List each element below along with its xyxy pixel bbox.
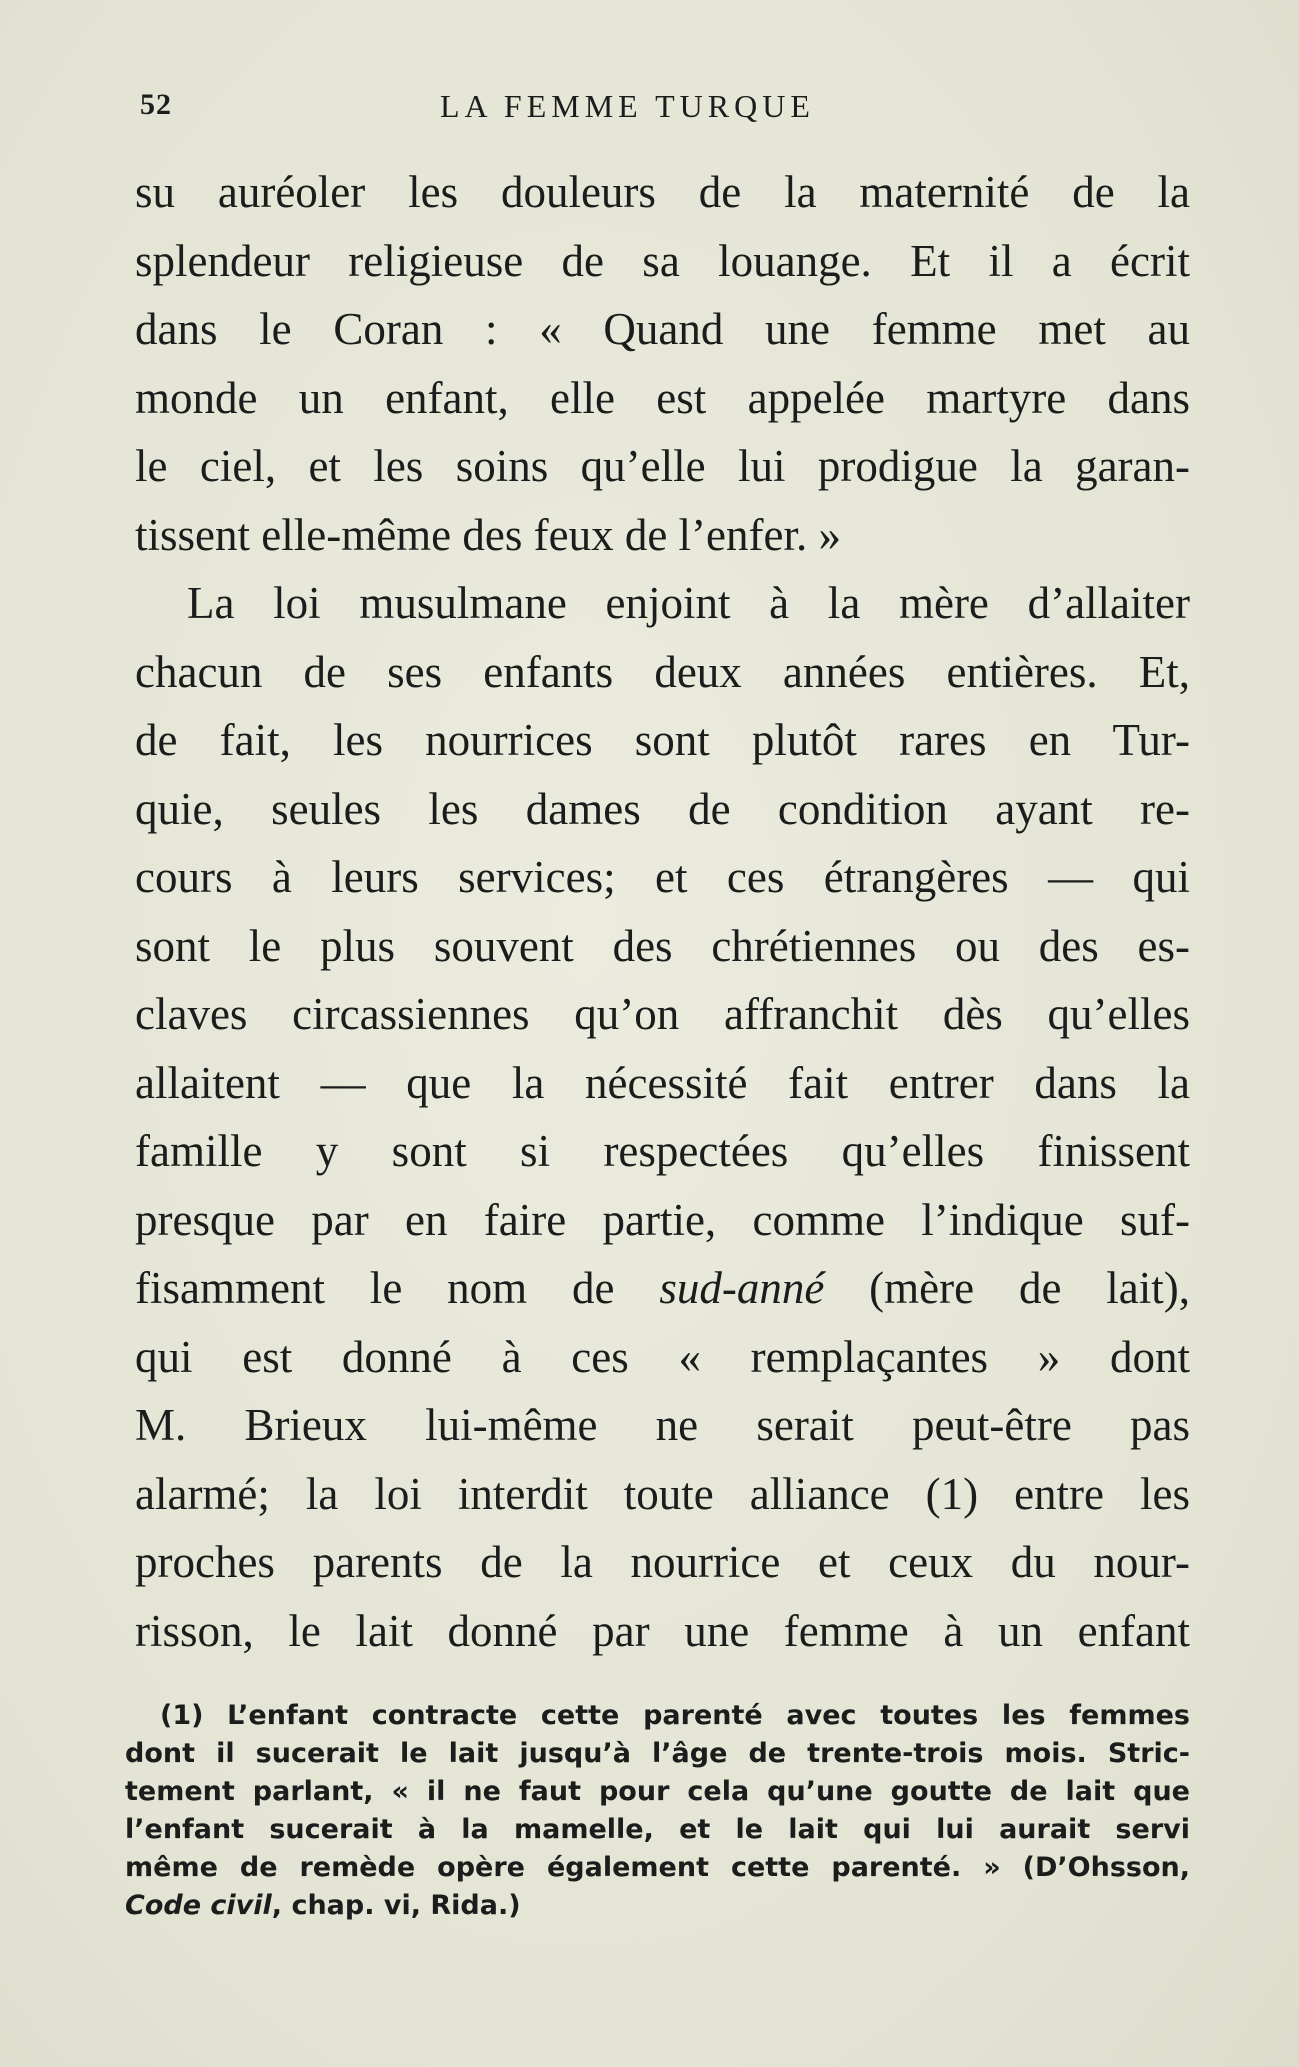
text-line: presque par en faire partie, comme l’indique suf-: [135, 1194, 1190, 1245]
text-line: claves circassiennes qu’on affranchit dès qu’elles: [135, 989, 1190, 1039]
footnote-line: (1) L’enfant contracte cette parenté avec toutes les femmes: [160, 1700, 1190, 1731]
italic-citation: Code civil: [125, 1890, 272, 1921]
text-segment: fisamment le nom de: [135, 1263, 660, 1313]
text-line: allaitent — que la nécessité fait entrer dans la: [135, 1057, 1190, 1108]
text-line: de fait, les nourrices sont plutôt rares en Tur-: [135, 715, 1190, 765]
text-line: M. Brieux lui-même ne serait peut-être pas: [135, 1400, 1190, 1450]
page-number: 52: [140, 88, 172, 121]
text-line: tissent elle-même des feux de l’enfer. »: [135, 509, 841, 560]
footnote-segment: , chap. vi, Rida.): [271, 1890, 521, 1921]
text-line: qui est donné à ces « remplaçantes » dont: [135, 1331, 1190, 1382]
text-line: monde un enfant, elle est appelée martyre dans: [135, 372, 1190, 423]
footnote-line: l’enfant sucerait à la mamelle, et le lait qui lui aurait servi: [125, 1814, 1190, 1845]
text-line: proches parents de la nourrice et ceux du nour-: [135, 1537, 1190, 1587]
text-line: famille y sont si respectées qu’elles finissent: [135, 1126, 1190, 1176]
text-segment: (mère de lait),: [824, 1263, 1191, 1313]
italic-term: sud-anné: [659, 1263, 825, 1313]
text-line: splendeur religieuse de sa louange. Et il a écrit: [135, 235, 1190, 286]
text-line: sont le plus souvent des chrétiennes ou des es-: [135, 920, 1190, 971]
text-line: alarmé; la loi interdit toute alliance (1) entre les: [135, 1468, 1190, 1519]
running-title: LA FEMME TURQUE: [440, 88, 815, 124]
footnote-line: même de remède opère également cette parenté. » (D’Ohsson,: [125, 1852, 1190, 1883]
text-line: cours à leurs services; et ces étrangères — qui: [135, 852, 1190, 902]
footnote-line: tement parlant, « il ne faut pour cela qu’une goutte de lait que: [125, 1776, 1190, 1807]
text-line-with-italic: [135, 1254, 1190, 1323]
footnote: [125, 1697, 1190, 1925]
text-line: La loi musulmane enjoint à la mère d’allaiter: [187, 578, 1190, 628]
text-line: quie, seules les dames de condition ayant re-: [135, 783, 1190, 834]
footnote-line-with-italic: [125, 1887, 1190, 1925]
page-header: [140, 88, 1190, 138]
footnote-line: dont il sucerait le lait jusqu’à l’âge de trente-trois mois. Stric-: [125, 1738, 1190, 1769]
body-text: [135, 158, 1190, 1665]
text-line: chacun de ses enfants deux années entières. Et,: [135, 646, 1190, 697]
text-line: risson, le lait donné par une femme à un enfant: [135, 1605, 1190, 1656]
text-line: dans le Coran : « Quand une femme met au: [135, 304, 1190, 354]
text-line: su auréoler les douleurs de la maternité de la: [135, 167, 1190, 217]
text-line: le ciel, et les soins qu’elle lui prodigue la garan-: [135, 441, 1190, 491]
